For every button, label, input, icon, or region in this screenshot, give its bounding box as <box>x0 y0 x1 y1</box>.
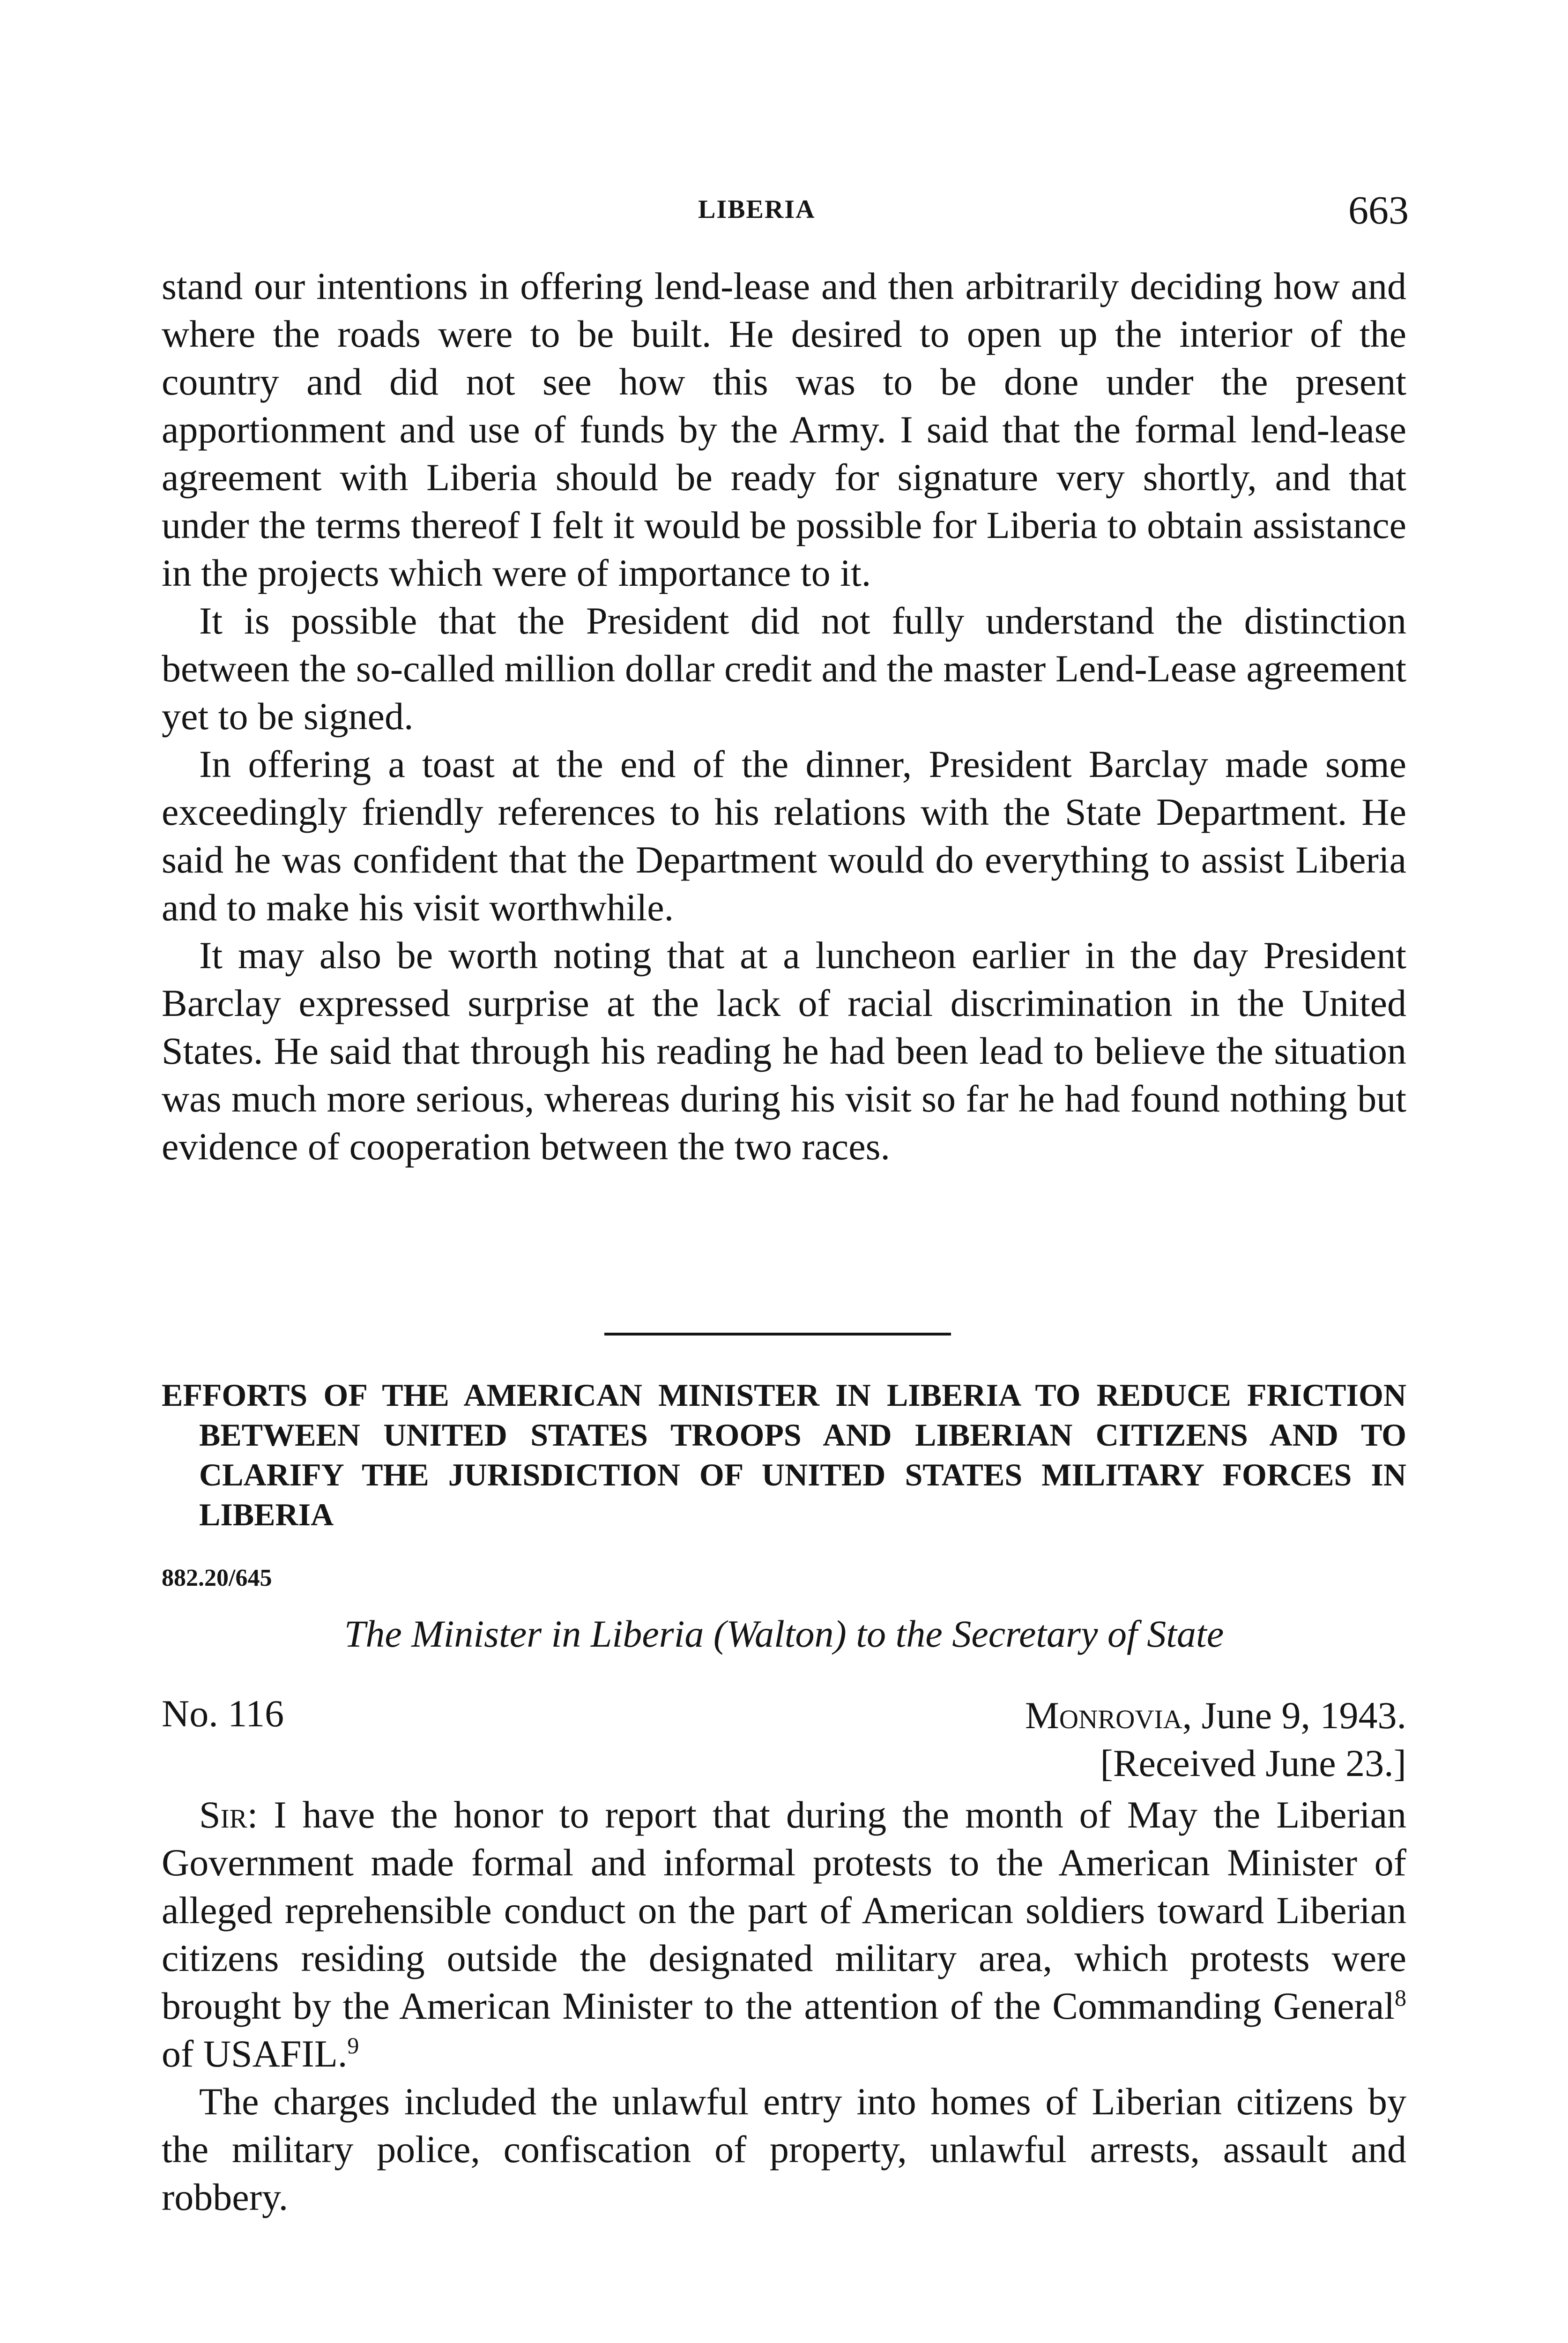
paragraph: In offering a toast at the end of the dinner, President Barclay made some exceedingly friendly references to his relations with the State Department. He said he was confident that the Department would do everything to assist Liberia and to make his visit worthwhile. <box>162 743 1406 929</box>
date: , June 9, 1943. <box>1182 1694 1406 1737</box>
place-date <box>1025 1692 1406 1739</box>
paragraph-text: : I have the honor to report that during the month of May the Liberian Government made formal and informal protests to the American Minister of alleged reprehensible conduct on the part of American soldiers toward Liberian citizens residing outside the designated military area, which protests were brought by the American Minister to the attention of the Commanding General <box>162 1793 1406 2027</box>
dateline <box>1025 1692 1406 1787</box>
page-number: 663 <box>1348 187 1409 232</box>
section-divider <box>604 1333 951 1336</box>
paragraph-text: of USAFIL. <box>162 2032 348 2075</box>
paragraph: The charges included the unlawful entry into homes of Liberian citizens by the military police, confiscation of property, unlawful arrests, assault and robbery. <box>162 2080 1406 2218</box>
salutation: Sir <box>199 1793 247 1836</box>
place: Monrovia <box>1025 1694 1182 1737</box>
footnote-ref[interactable]: 8 <box>1395 1985 1406 2011</box>
paragraph: It is possible that the President did not fully understand the distinction between the so-called million dollar credit and the master Lend-Lease agreement yet to be signed. <box>162 599 1406 738</box>
running-head: LIBERIA <box>698 195 816 224</box>
section-heading: EFFORTS OF THE AMERICAN MINISTER IN LIBERIA TO REDUCE FRICTION BETWEEN UNITED STATES TROOPS AND LIBERIAN CITIZENS AND TO CLARIFY THE JURISDICTION OF UNITED STATES MILITARY FORCES IN LIBERIA <box>162 1377 1406 1532</box>
paragraph: stand our intentions in offering lend-lease and then arbitrarily deciding how and where the roads were to be built. He desired to open up the interior of the country and did not see how this was to be done under the present apportionment and use of funds by the Army. I said that the formal lend-lease agreement with Liberia should be ready for signature very shortly, and that under the terms thereof I felt it would be possible for Liberia to obtain assistance in the projects which were of importance to it. <box>162 265 1406 594</box>
file-number: 882.20/645 <box>162 1565 272 1591</box>
received-date: [Received June 23.] <box>1100 1742 1406 1784</box>
paragraph <box>162 1791 1406 2078</box>
body-text-top <box>162 262 1406 1171</box>
document-title: The Minister in Liberia (Walton) to the Secretary of State <box>344 1612 1224 1655</box>
paragraph: It may also be worth noting that at a luncheon earlier in the day President Barclay expressed surprise at the lack of racial discrimination in the United States. He said that through his reading he had been lead to believe the situation was much more serious, whereas during his visit so far he had found nothing but evidence of cooperation between the two races. <box>162 934 1406 1168</box>
body-text-letter <box>162 1791 1406 2221</box>
document-number: No. 116 <box>162 1692 284 1735</box>
footnote-ref[interactable]: 9 <box>347 2032 359 2059</box>
